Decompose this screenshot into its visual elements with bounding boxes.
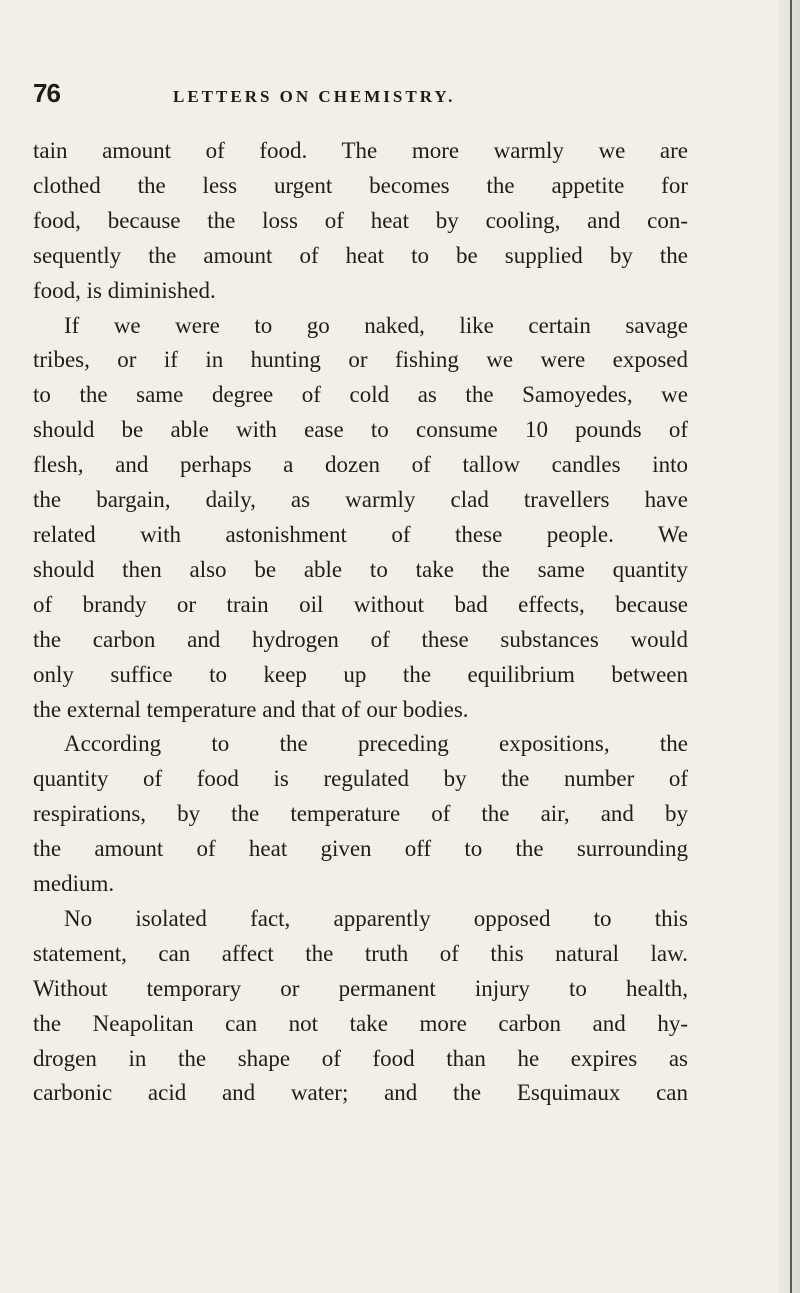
running-head: LETTERS ON CHEMISTRY. [173, 87, 456, 106]
text-line: to the same degree of cold as the Samoyedes, we [33, 382, 688, 408]
text-line: If we were to go naked, like certain savage [64, 312, 688, 338]
text-line: statement, can affect the truth of this natural law. [33, 940, 688, 966]
text-line: Without temporary or permanent injury to health, [33, 975, 688, 1001]
text-line: respirations, by the temperature of the air, and by [33, 801, 688, 827]
text-line: tribes, or if in hunting or fishing we were exposed [33, 347, 688, 373]
text-line: medium. [33, 871, 115, 897]
text-line: drogen in the shape of food than he expires as [33, 1045, 688, 1071]
text-line: sequently the amount of heat to be supplied by the [33, 242, 688, 268]
text-line: flesh, and perhaps a dozen of tallow candles into [33, 452, 688, 478]
text-line: of brandy or train oil without bad effects, because [33, 591, 688, 617]
text-line: carbonic acid and water; and the Esquimaux can [33, 1080, 688, 1106]
text-line: the Neapolitan can not take more carbon and hy- [33, 1010, 688, 1036]
text-line: only suffice to keep up the equilibrium between [33, 661, 688, 687]
page-number: 76 [33, 78, 60, 108]
page-edge-line [790, 0, 792, 1293]
text-line: the amount of heat given off to the surrounding [33, 836, 688, 862]
text-line: food, is diminished. [33, 277, 216, 303]
text-line: should then also be able to take the same quantity [33, 556, 688, 582]
text-line: related with astonishment of these people. We [33, 521, 688, 547]
text-line: should be able with ease to consume 10 pounds of [33, 417, 688, 443]
page-edge-shadow [778, 0, 800, 1293]
text-line: the external temperature and that of our bodies. [33, 696, 469, 722]
page-header [33, 78, 723, 118]
text-line: clothed the less urgent becomes the appetite for [33, 172, 688, 198]
text-line: No isolated fact, apparently opposed to this [64, 905, 688, 931]
text-line: food, because the loss of heat by cooling, and con- [33, 207, 688, 233]
body-text [33, 134, 688, 1111]
text-line: quantity of food is regulated by the number of [33, 766, 688, 792]
text-line: tain amount of food. The more warmly we are [33, 138, 688, 163]
text-line: the carbon and hydrogen of these substances would [33, 626, 688, 652]
text-line: the bargain, daily, as warmly clad travellers have [33, 487, 688, 513]
text-line: According to the preceding expositions, the [64, 731, 688, 757]
